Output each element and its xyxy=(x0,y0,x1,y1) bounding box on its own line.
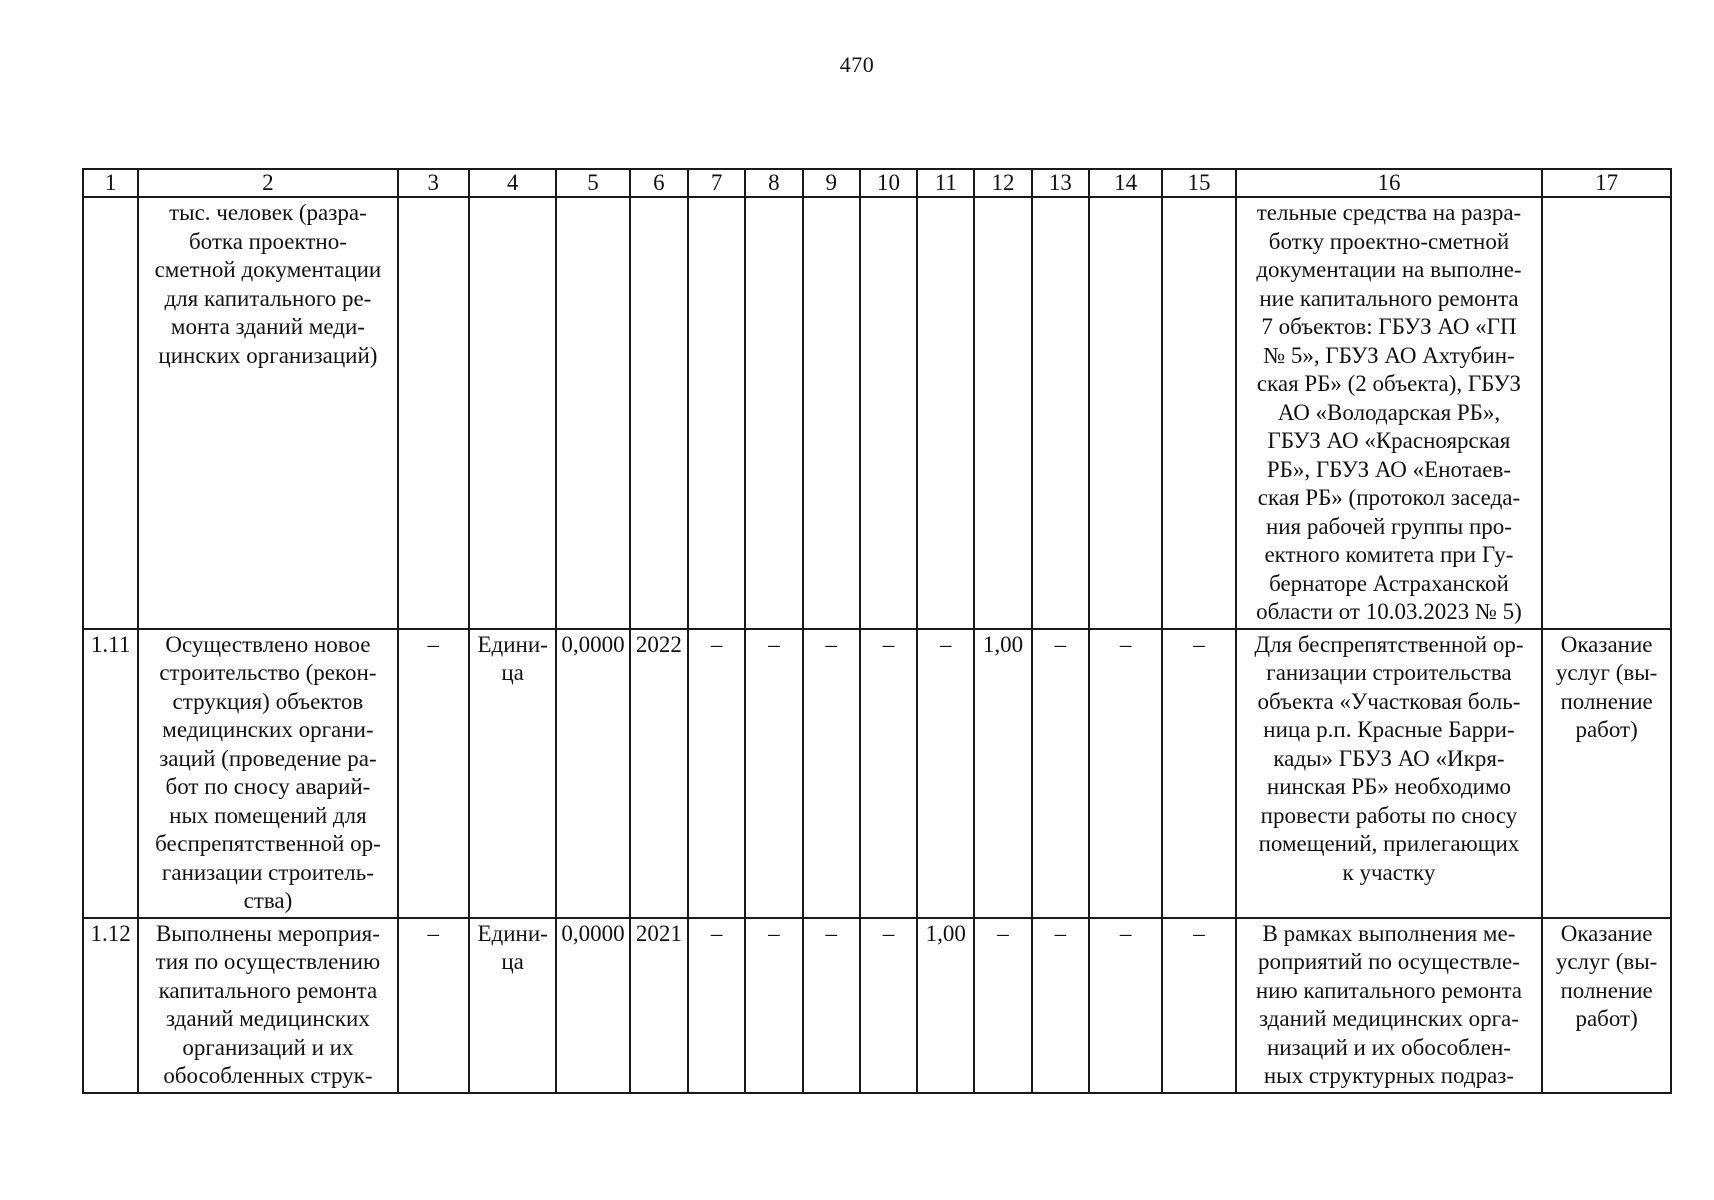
column-header-6: 6 xyxy=(630,169,688,197)
column-header-1: 1 xyxy=(83,169,138,197)
column-header-13: 13 xyxy=(1032,169,1089,197)
cell-col9 xyxy=(803,197,860,629)
cell-number xyxy=(83,197,138,629)
cell-indicator: Осуществлено новое строительство (рекон- струкция) объектов медицинских органи- заций (проведение ра- бот по сносу аварий- ных помещений для беспрепятственной ор- ганизации строитель- ства) xyxy=(138,629,397,918)
cell-col7: – xyxy=(688,918,745,1093)
cell-col15 xyxy=(1162,197,1235,629)
column-header-17: 17 xyxy=(1542,169,1671,197)
cell-base-value: 0,0000 xyxy=(556,629,629,918)
cell-year: 2021 xyxy=(630,918,688,1093)
table-row-1-12 xyxy=(83,918,1671,1093)
cell-col13: – xyxy=(1032,918,1089,1093)
table-row-continuation xyxy=(83,197,1671,629)
column-header-11: 11 xyxy=(917,169,974,197)
cell-type xyxy=(1542,197,1671,629)
cell-col12: – xyxy=(974,918,1031,1093)
cell-col10 xyxy=(860,197,917,629)
column-header-4: 4 xyxy=(469,169,556,197)
column-header-3: 3 xyxy=(398,169,469,197)
column-header-8: 8 xyxy=(745,169,802,197)
cell-col10: – xyxy=(860,629,917,918)
cell-col14: – xyxy=(1089,629,1162,918)
column-header-14: 14 xyxy=(1089,169,1162,197)
cell-col8: – xyxy=(745,918,802,1093)
cell-col11: – xyxy=(917,629,974,918)
cell-col12 xyxy=(974,197,1031,629)
table-row-1-11 xyxy=(83,629,1671,918)
column-number-row xyxy=(83,169,1671,197)
column-header-5: 5 xyxy=(556,169,629,197)
cell-col9: – xyxy=(803,918,860,1093)
cell-description: Для беспрепятственной ор- ганизации строительства объекта «Участковая боль- ница р.п. Красные Барри- кады» ГБУЗ АО «Икря- нинская РБ» необходимо провести работы по сносу помещений, прилегающих к участку xyxy=(1236,629,1543,918)
cell-unit: Едини- ца xyxy=(469,918,556,1093)
cell-year xyxy=(630,197,688,629)
cell-indicator: тыс. человек (разра- ботка проектно- сметной документации для капитального ре- монта зданий меди- цинских организаций) xyxy=(138,197,397,629)
cell-col11: 1,00 xyxy=(917,918,974,1093)
cell-col14: – xyxy=(1089,918,1162,1093)
cell-col13 xyxy=(1032,197,1089,629)
cell-col10: – xyxy=(860,918,917,1093)
cell-base-value: 0,0000 xyxy=(556,918,629,1093)
cell-number: 1.12 xyxy=(83,918,138,1093)
column-header-15: 15 xyxy=(1162,169,1235,197)
column-header-9: 9 xyxy=(803,169,860,197)
cell-col15: – xyxy=(1162,629,1235,918)
cell-col3 xyxy=(398,197,469,629)
cell-col9: – xyxy=(803,629,860,918)
cell-col14 xyxy=(1089,197,1162,629)
cell-indicator: Выполнены мероприя- тия по осуществлению капитального ремонта зданий медицинских организаций и их обособленных струк- xyxy=(138,918,397,1093)
cell-col12: 1,00 xyxy=(974,629,1031,918)
cell-unit: Едини- ца xyxy=(469,629,556,918)
cell-col7: – xyxy=(688,629,745,918)
cell-number: 1.11 xyxy=(83,629,138,918)
cell-col8 xyxy=(745,197,802,629)
cell-col3: – xyxy=(398,918,469,1093)
column-header-2: 2 xyxy=(138,169,397,197)
column-header-12: 12 xyxy=(974,169,1031,197)
cell-type: Оказание услуг (вы- полнение работ) xyxy=(1542,918,1671,1093)
cell-description: тельные средства на разра- ботку проектно-сметной документации на выполне- ние капитального ремонта 7 объектов: ГБУЗ АО «ГП № 5», ГБУЗ АО Ахтубин- ская РБ» (2 объекта), ГБУЗ АО «Володарская РБ», ГБУЗ АО «Красноярская РБ», ГБУЗ АО «Енотаев- ская РБ» (протокол заседа- ния рабочей группы про- ектного комитета при Гу- бернаторе Астраханской области от 10.03.2023 № 5) xyxy=(1236,197,1543,629)
cell-col8: – xyxy=(745,629,802,918)
cell-col11 xyxy=(917,197,974,629)
cell-base-value xyxy=(556,197,629,629)
column-header-16: 16 xyxy=(1236,169,1543,197)
cell-type: Оказание услуг (вы- полнение работ) xyxy=(1542,629,1671,918)
cell-col3: – xyxy=(398,629,469,918)
column-header-10: 10 xyxy=(860,169,917,197)
cell-unit xyxy=(469,197,556,629)
cell-col15: – xyxy=(1162,918,1235,1093)
cell-description: В рамках выполнения ме- роприятий по осуществле- нию капитального ремонта зданий медицинских орга- низаций и их обособлен- ных структурных подраз- xyxy=(1236,918,1543,1093)
cell-col13: – xyxy=(1032,629,1089,918)
column-header-7: 7 xyxy=(688,169,745,197)
data-table xyxy=(82,168,1672,1094)
cell-col7 xyxy=(688,197,745,629)
cell-year: 2022 xyxy=(630,629,688,918)
page-number: 470 xyxy=(839,52,875,77)
